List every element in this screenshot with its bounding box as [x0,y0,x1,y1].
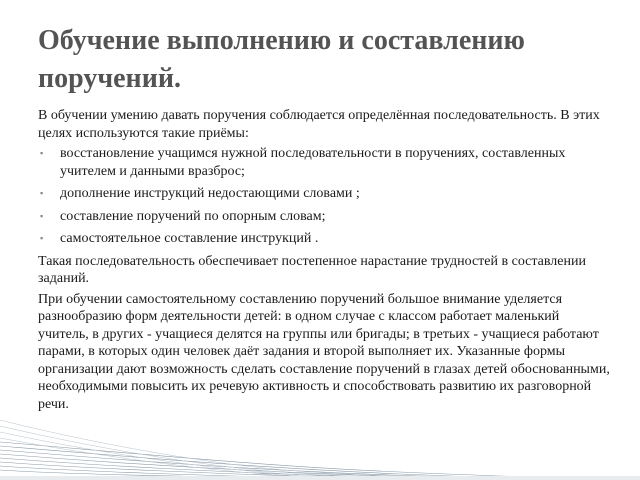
bullet-list [38,145,610,248]
bullet-icon: ▪ [40,233,44,243]
bullet-icon: ▪ [40,148,44,158]
list-item-text: самостоятельное составление инструкций . [60,231,319,246]
paragraph-progression: Такая последовательность обеспечивает постепенное нарастание трудностей в составлении заданий. [38,253,586,286]
bullet-icon: ▪ [40,210,44,221]
list-item-text: восстановление учащимся нужной последовательности в поручениях, составленных учителем и данными вразброс; [60,146,566,179]
paragraph-forms: При обучении самостоятельному составлению поручений большое внимание уделяется разнообразию форм деятельности детей: в одном случае с классом работает маленький учитель, в других - учащиеся делятся на группы или бригады; в третьих - учащиеся работают парами, в которых один человек даёт задания и второй выполняет их. Указанные формы организации дают возможность сделать составление поручений в глазах детей обоснованными, необходимыми повысить их речевую активность и способствовать развитию их разговорной речи. [38,291,610,412]
slide-body [38,107,610,416]
bullet-icon: ▪ [40,188,44,198]
list-item [38,230,610,248]
list-item-text: составление поручений по опорным словам; [60,208,326,224]
intro-paragraph: В обучении умению давать поручения соблюдается определённая последовательность. В этих целях используются такие приёмы: [38,108,600,141]
list-item-text: дополнение инструкций недостающими словами ; [60,186,360,201]
list-item [38,185,610,203]
list-item [38,145,610,180]
list-item [38,208,610,226]
slide-title: Обучение выполнению и составлению поручений. [38,25,525,94]
